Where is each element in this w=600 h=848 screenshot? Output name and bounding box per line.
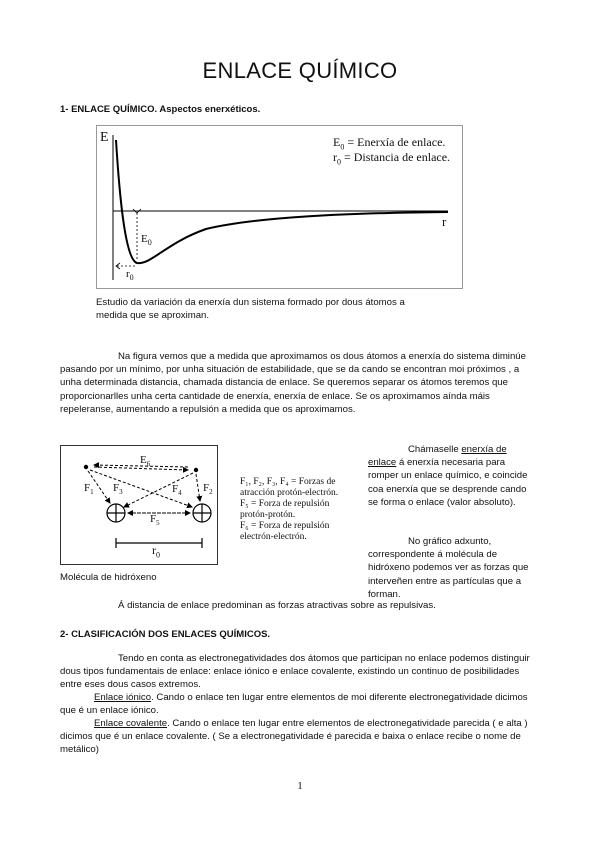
term-enlace: enlace [368,457,397,469]
graph-caption-line2: medida que se aproximan. [96,310,210,322]
graph-caption-line1: Estudio da variación da enerxía dun sistema formado por dous átomos a [96,297,405,308]
label-f1: $F_1$ [84,482,94,497]
forces-legend: F₁, F₂, F₃, F₄ = Forzas de atracción protón-electrón. F₅ = Forza de repulsión protón-protón. F₆ = Forza de repulsión electrón-electrón. [240,477,339,542]
label-f3: $F_3$ [113,482,123,497]
molecule-caption: Molécula de hidróxeno [60,572,157,583]
page-title: ENLACE QUÍMICO [202,58,398,83]
e0-label: $E_0$ [141,233,152,248]
force-f2 [196,474,200,501]
electron-left [84,465,88,469]
legend-e0: $E_0$ = Enerxía de enlace. [333,135,446,152]
paragraph-classification: Tendo en conta as electronegatividades dos átomos que participan no enlace podemos distinguir dous tipos fundamentais de enlace: enlace iónico e enlace covalente, existindo un continuo de posibilidades entre eses dous casos extremos. [60,653,530,691]
term-covalent-bond: Enlace covalente [94,718,168,729]
electron-right [194,468,198,472]
axis-e-label: E [100,130,109,145]
distance-sentence: Á distancia de enlace predominan as forzas atractivas sobre as repulsivas. [118,600,436,611]
side-paragraph-1: Chámaselle enerxía de enlace á enerxía necesaria para romper un enlace químico, e coincide coa enerxía que se desprende cando se forma o enlace (valor absoluto). [368,444,528,508]
molecule-diagram [60,445,218,565]
page-number: 1 [297,780,303,792]
label-f6: $E_6$ [140,454,151,469]
r0-label: $r_0$ [126,268,134,283]
label-f5: $F_5$ [150,513,160,528]
label-f4: $F_4$ [172,483,182,498]
legend-r0: $r_0$ = Distancia de enlace. [333,150,451,167]
section2-heading: 2- CLASIFICACIÓN DOS ENLACES QUÍMICOS. [60,629,271,640]
label-r0-bond: $r_0$ [152,543,160,560]
paragraph-energy: Na figura vemos que a medida que aproximamos os dous átomos a enerxía do sistema diminúe pasando por un mínimo, por unha situación de estabilidade, que se da cando se encontran moi próximos , a unha determinada distancia, chamada distancia de enlace. Se queremos separar os átomos teremos que proporcionarlles unha certa cantidade de enerxía, enerxía de enlace. Se os aproximamos aínda máis repeleranse, aumentando a repulsión a medida que os aproximamos. [60,351,526,415]
section1-heading: 1- ENLACE QUÍMICO. Aspectos enerxéticos. [60,104,261,115]
term-enerxia-de: enerxía de [461,444,507,455]
axis-r-label: r [442,214,447,229]
term-ionic-bond: Enlace iónico [94,692,152,703]
label-f2: $F_2$ [203,482,213,497]
graph-caption [96,296,476,322]
side-paragraph-2: No gráfico adxunto, correspondente á molécula de hidróxeno podemos ver as forzas que interveñen entre as partículas que a forman. [368,536,529,600]
force-f4 [124,473,193,507]
paragraph-covalent: Enlace covalente. Cando o enlace ten lugar entre elementos de electronegatividade parecida ( e alta ) dicimos que é un enlace covalente. ( Se a electronegatividade é parecida e baixa o enlace recibe o nome de metálico) [60,718,528,756]
paragraph-ionic: Enlace iónico. Cando o enlace ten lugar entre elementos de moi diferente electronegatividade dicimos que é un enlace iónico. [60,692,528,717]
